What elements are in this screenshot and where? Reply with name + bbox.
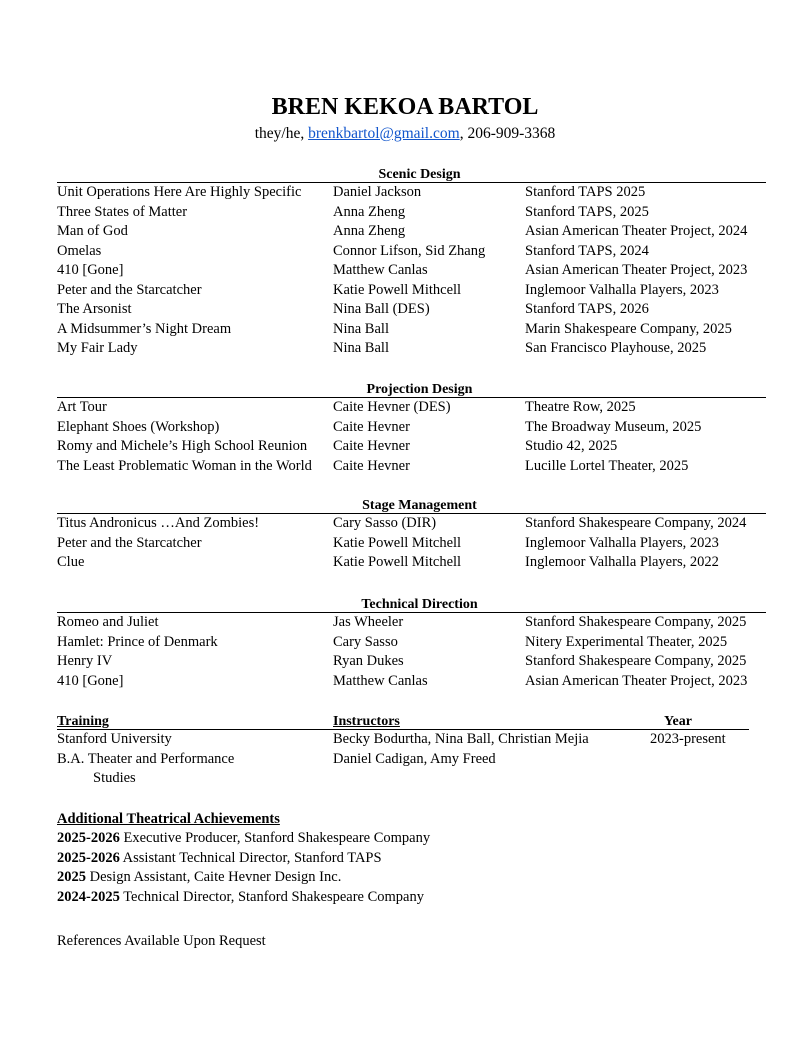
credit-row: Peter and the Starcatcher Katie Powell Mithcell Inglemoor Valhalla Players, 2023 — [57, 281, 719, 298]
credit-row: Omelas Connor Lifson, Sid Zhang Stanford TAPS, 2024 — [57, 242, 649, 259]
section-heading: Stage Management — [57, 498, 766, 514]
credit-row: Peter and the Starcatcher Katie Powell Mitchell Inglemoor Valhalla Players, 2023 — [57, 534, 719, 551]
credit-row: Unit Operations Here Are Highly Specific Daniel Jackson Stanford TAPS 2025 — [57, 184, 646, 200]
achievement-item: 2025 Design Assistant, Caite Hevner Design Inc. — [57, 869, 342, 885]
credit-row: The Least Problematic Woman in the World Caite Hevner Lucille Lortel Theater, 2025 — [57, 457, 689, 474]
training-header — [57, 714, 749, 730]
credit-row: A Midsummer’s Night Dream Nina Ball Marin Shakespeare Company, 2025 — [57, 320, 732, 337]
credit-row: Romy and Michele’s High School Reunion Caite Hevner Studio 42, 2025 — [57, 438, 618, 454]
achievement-item: 2025-2026 Assistant Technical Director, Stanford TAPS — [57, 849, 382, 866]
email-link[interactable]: brenkbartol@gmail.com — [308, 125, 460, 142]
training-row: B.A. Theater and Performance Daniel Cadigan, Amy Freed — [57, 750, 496, 767]
pronouns: they/he, — [254, 125, 305, 142]
training-row: Stanford University Becky Bodurtha, Nina Ball, Christian Mejia 2023-present — [57, 731, 726, 747]
credit-row: Romeo and Juliet Jas Wheeler Stanford Shakespeare Company, 2025 — [57, 614, 747, 630]
phone-number: , 206-909-3368 — [459, 125, 556, 142]
achievement-item: 2024-2025 Technical Director, Stanford Shakespeare Company — [57, 888, 424, 905]
credit-row: 410 [Gone] Matthew Canlas Asian American Theater Project, 2023 — [57, 672, 748, 689]
contact-line — [0, 124, 810, 144]
achievements-heading: Additional Theatrical Achievements — [57, 811, 280, 827]
credit-row: Man of God Anna Zheng Asian American Theater Project, 2024 — [57, 223, 748, 239]
instructors-column-heading: Instructors — [333, 714, 400, 729]
training-column-heading: Training — [57, 714, 109, 729]
section-training — [57, 714, 749, 789]
credit-row: Henry IV Ryan Dukes Stanford Shakespeare Company, 2025 — [57, 653, 747, 669]
credit-row: 410 [Gone] Matthew Canlas Asian American Theater Project, 2023 — [57, 262, 748, 278]
applicant-name: BREN KEKOA BARTOL — [271, 94, 539, 120]
section-heading: Technical Direction — [57, 597, 766, 613]
credit-row: Three States of Matter Anna Zheng Stanford TAPS, 2025 — [57, 203, 649, 220]
achievement-item: 2025-2026 Executive Producer, Stanford Shakespeare Company — [57, 830, 431, 846]
credit-row: The Arsonist Nina Ball (DES) Stanford TAPS, 2026 — [57, 301, 649, 317]
references-note: References Available Upon Request — [57, 933, 266, 949]
section-projection-design — [57, 382, 766, 476]
credit-row: My Fair Lady Nina Ball San Francisco Playhouse, 2025 — [57, 340, 707, 356]
section-scenic-design — [57, 167, 766, 359]
section-heading: Projection Design — [57, 382, 766, 398]
section-technical-direction — [57, 597, 766, 691]
credit-row: Titus Andronicus …And Zombies! Cary Sasso (DIR) Stanford Shakespeare Company, 2024 — [57, 515, 747, 531]
credit-row: Clue Katie Powell Mitchell Inglemoor Valhalla Players, 2022 — [57, 554, 719, 570]
credit-row: Elephant Shoes (Workshop) Caite Hevner The Broadway Museum, 2025 — [57, 418, 702, 435]
credit-row: Art Tour Caite Hevner (DES) Theatre Row, 2025 — [57, 399, 636, 415]
training-row: Studies — [93, 770, 136, 786]
year-column-heading: Year — [664, 714, 692, 729]
section-stage-management — [57, 498, 766, 573]
section-heading: Scenic Design — [57, 167, 766, 183]
section-achievements — [57, 809, 430, 907]
credit-row: Hamlet: Prince of Denmark Cary Sasso Nitery Experimental Theater, 2025 — [57, 633, 728, 650]
